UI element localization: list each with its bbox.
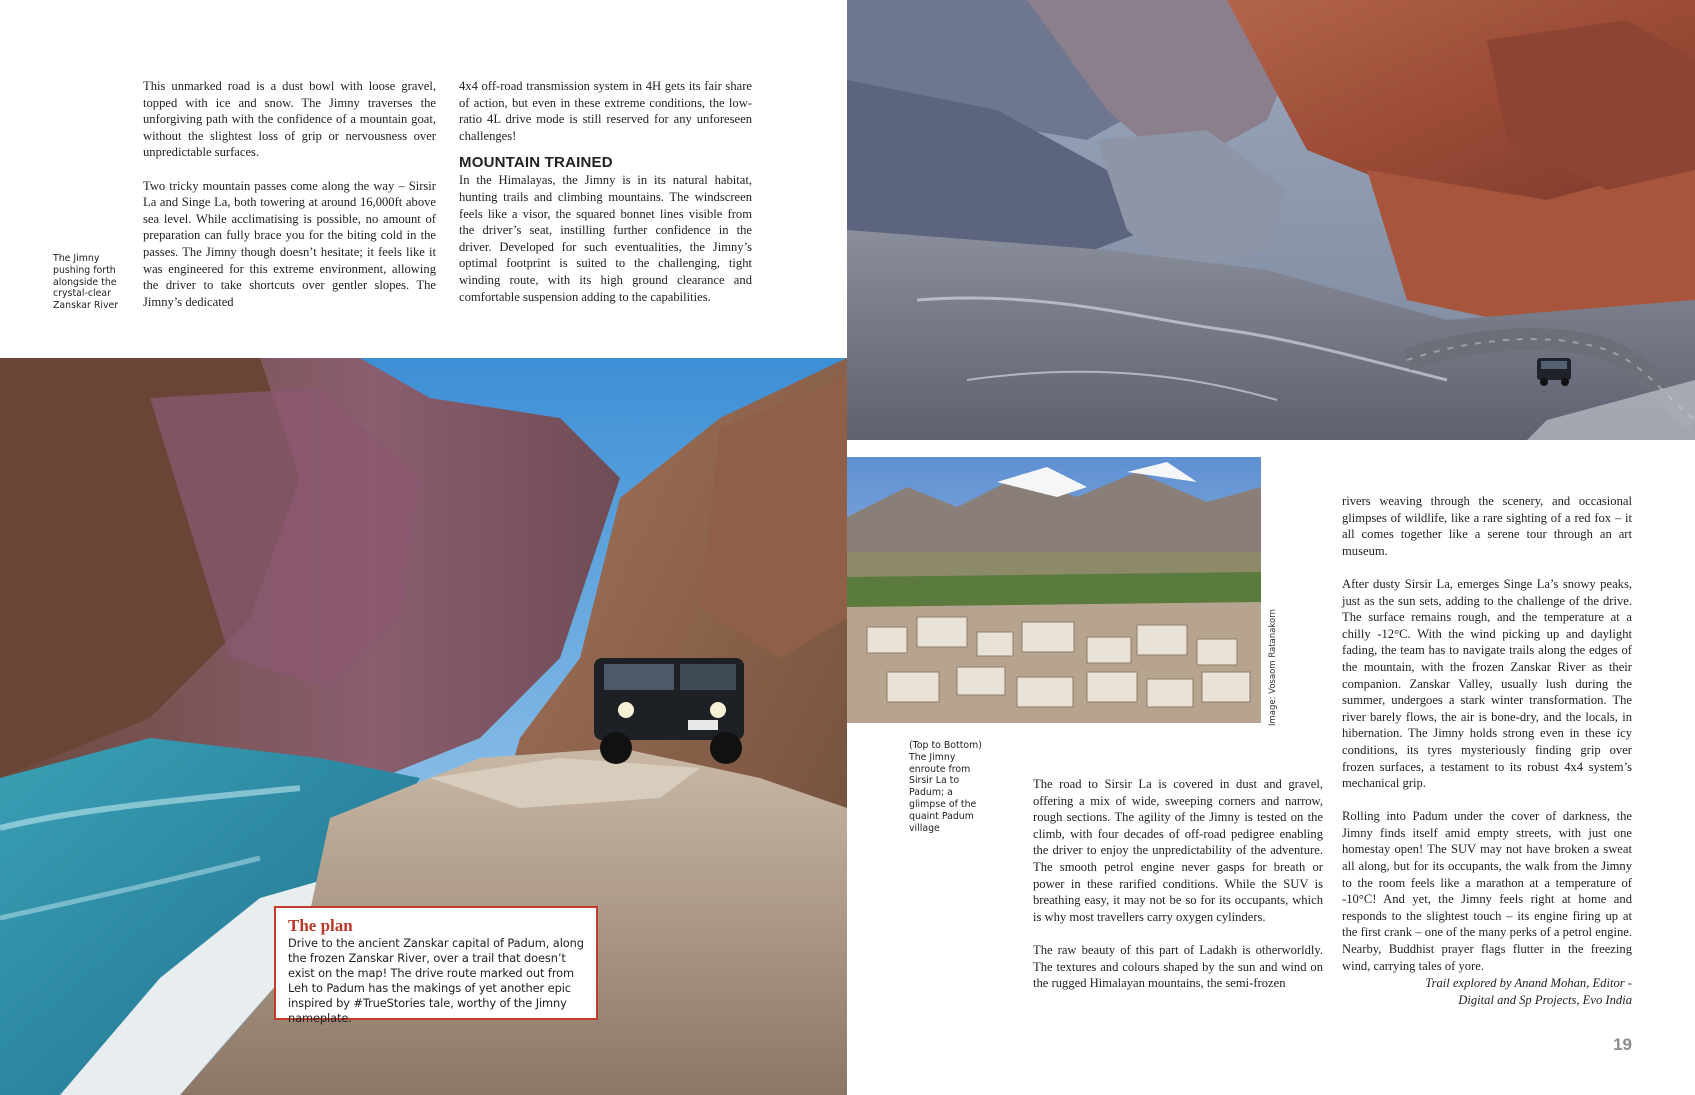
paragraph: Two tricky mountain passes come along the way – Sirsir La and Singe La, both towering at around 16,000ft above sea level. While acclimatising is possible, no amount of preparation can fully brace you for the biting cold in the passes. The Jimny though doesn’t hesitate; it feels like it was engineered for this extreme environment, allowing the driver to take shortcuts over gentler slopes. The Jimny’s dedicated [143, 178, 436, 309]
plan-box [274, 906, 598, 1025]
village-illustration [847, 457, 1261, 723]
image-credit: Image: Vosaom Ratanakorn [1268, 609, 1278, 726]
mountain-road-illustration [847, 0, 1695, 440]
paragraph: After dusty Sirsir La, emerges Singe La’s snowy peaks, just as the sun sets, adding to the challenge of the drive. The surface remains rough, and the temperature at a chilly -12°C. With the wind picking up and daylight fading, the team has to navigate trails along the edges of the mountain, with the frozen Zanskar River as their companion. Zanskar Valley, usually lush during the summer, undergoes a stark winter transformation. The river barely flows, the air is bone-dry, and the locals, in hibernation. The Jimny holds strong even in these icy conditions, its tyres mysteriously finding grip over frozen surfaces, a testament to its robust 4x4 system’s mechanical grip. [1342, 576, 1632, 791]
left-photo-caption: The Jimny pushing forth alongside the crystal-clear Zanskar River [53, 253, 119, 312]
paragraph: The road to Sirsir La is covered in dust and gravel, offering a mix of wide, sweeping corners and narrow, rough sections. The agility of the Jimny is tested on the climb, with four decades of off-road pedigree enabling the driver to enjoy the unpredictability of the adventure. The smooth petrol engine never gasps for breath or power in these rarified conditions. While the SUV is breathing easy, it may not be so for its occupants, which is why most travellers carry oxygen cylinders. [1033, 777, 1323, 924]
left-text-column-1 [143, 78, 436, 310]
paragraph: The raw beauty of this part of Ladakh is otherworldly. The textures and colours shaped by the sun and wind on the rugged Himalayan mountains, the semi-frozen [1033, 942, 1323, 991]
right-text-column-1 [1033, 776, 1323, 992]
paragraph: rivers weaving through the scenery, and occasional glimpses of wildlife, like a rare sighting of a red fox – it all comes together like a serene tour through an art museum. [1342, 494, 1632, 558]
mountain-road-photo [847, 0, 1695, 440]
padum-village-photo [847, 457, 1261, 723]
left-text-column-2 [459, 78, 752, 305]
section-heading: MOUNTAIN TRAINED [459, 154, 613, 172]
paragraph: Rolling into Padum under the cover of darkness, the Jimny finds itself amid empty streets, with just one homestay open! The SUV may not have broken a sweat all along, but for its occupants, the walk from the Jimny to the room feels like a marathon at a temperature of -10°C! And yet, the Jimny feels right at home and responds to the slightest touch – its engine firing up at the first crank – one of the many perks of a petrol engine. Nearby, Buddhist prayer flags flutter in the freezing wind, carrying tales of yore. [1342, 809, 1632, 973]
author-credit-line-2: Digital and Sp Projects, Evo India [1458, 993, 1632, 1007]
paragraph: 4x4 off-road transmission system in 4H gets its fair share of action, but even in these extreme conditions, the low-ratio 4L drive mode is still reserved for any unforeseen challenges! [459, 79, 752, 143]
author-credit-line-1: Trail explored by Anand Mohan, Editor - [1425, 976, 1632, 990]
right-photo-caption: (Top to Bottom) The Jimny enroute from Sirsir La to Padum; a glimpse of the quaint Padum village [909, 740, 982, 834]
paragraph: In the Himalayas, the Jimny is in its natural habitat, hunting trails and climbing mountains. The windscreen feels like a visor, the squared bonnet lines visible from the driver’s seat, instilling further confidence in the driver. Developed for such eventualities, the Jimny’s optimal footprint is suited to the challenging, tight winding route, with its high ground clearance and comfortable suspension adding to the capabilities. [459, 173, 752, 304]
right-text-column-2 [1342, 493, 1632, 974]
paragraph: This unmarked road is a dust bowl with loose gravel, topped with ice and snow. The Jimny traverses the unforgiving path with the confidence of a mountain goat, without the slightest loss of grip or nervousness over unpredictable surfaces. [143, 79, 436, 160]
plan-body: Drive to the ancient Zanskar capital of Padum, along the frozen Zanskar River, over a trail that doesn’t exist on the map! The drive route marked out from Leh to Padum has the makings of yet another epic inspired by #TrueStories tale, worthy of the Jimny nameplate. [288, 936, 584, 1025]
page-number: 19 [1613, 1035, 1632, 1054]
plan-title: The plan [288, 916, 353, 935]
